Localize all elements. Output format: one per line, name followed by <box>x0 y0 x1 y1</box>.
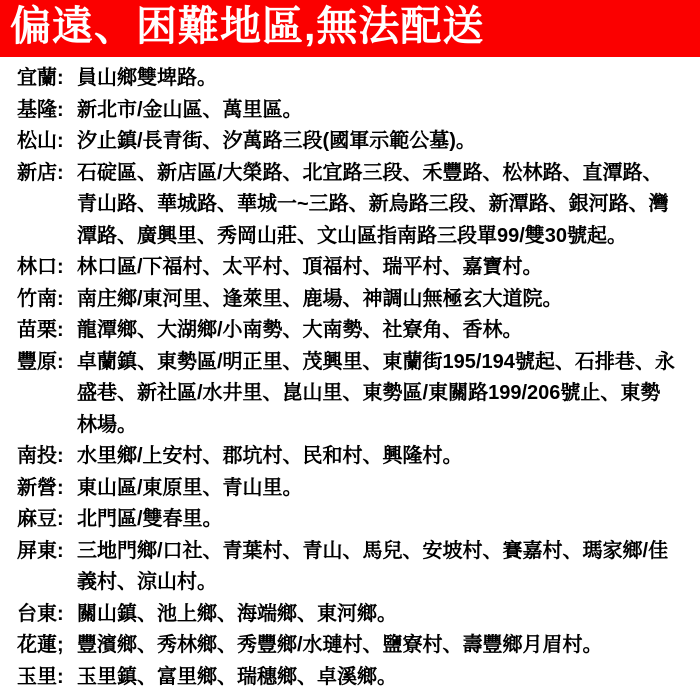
region-line: 新北市/金山區、萬里區。 <box>77 98 303 121</box>
region-entry <box>0 630 700 662</box>
region-entry <box>0 252 700 284</box>
region-label: 玉里: <box>17 665 64 688</box>
region-line: 三地門鄉/口社、青葉村、青山、馬兒、安坡村、賽嘉村、瑪家鄉/佳 <box>77 539 669 562</box>
region-entry <box>0 63 700 95</box>
region-entry <box>0 126 700 158</box>
region-label: 豐原: <box>17 350 64 373</box>
region-entry <box>0 95 700 127</box>
region-entry <box>0 284 700 316</box>
region-line: 北門區/雙春里。 <box>77 508 223 530</box>
region-line: 關山鎮、池上鄉、海端鄉、東河鄉。 <box>77 602 397 625</box>
region-label: 基隆: <box>17 98 64 121</box>
region-label: 苗栗: <box>17 319 64 341</box>
region-line: 潭路、廣興里、秀岡山莊、文山區指南路三段單99/雙30號起。 <box>77 224 628 247</box>
region-label: 新營: <box>17 476 64 499</box>
region-line: 豐濱鄉、秀林鄉、秀豐鄉/水璉村、鹽寮村、壽豐鄉月眉村。 <box>77 634 603 656</box>
region-label: 林口: <box>17 256 64 278</box>
region-line: 員山鄉雙埤路。 <box>77 67 217 89</box>
region-label: 南投: <box>17 445 64 467</box>
region-line: 水里鄉/上安村、郡坑村、民和村、興隆村。 <box>77 445 463 467</box>
region-label: 台東: <box>17 602 64 625</box>
region-entry <box>0 504 700 536</box>
header-banner <box>0 0 700 57</box>
page-title: 偏遠、困難地區,無法配送 <box>10 3 485 49</box>
region-line: 汐止鎮/長青街、汐萬路三段(國軍示範公墓)。 <box>77 130 476 152</box>
region-label: 花蓮; <box>17 634 64 656</box>
region-label: 屏東: <box>17 539 64 562</box>
region-line: 龍潭鄉、大湖鄉/小南勢、大南勢、社寮角、香林。 <box>77 319 523 341</box>
region-label: 竹南: <box>17 287 64 310</box>
region-line: 盛巷、新社區/水井里、崑山里、東勢區/東關路199/206號止、東勢 <box>77 382 661 404</box>
region-entry <box>0 315 700 347</box>
region-label: 新店: <box>17 161 64 184</box>
region-line: 林場。 <box>77 413 137 436</box>
region-entry <box>0 662 700 694</box>
region-entry <box>0 473 700 505</box>
region-entry <box>0 536 700 599</box>
region-line: 石碇區、新店區/大榮路、北宜路三段、禾豐路、松林路、直潭路、 <box>77 161 663 184</box>
region-entry <box>0 599 700 631</box>
region-list <box>0 57 700 693</box>
region-line: 東山區/東原里、青山里。 <box>77 476 303 499</box>
region-entry <box>0 347 700 442</box>
region-label: 宜蘭: <box>17 67 64 89</box>
region-entry <box>0 158 700 253</box>
region-entry <box>0 441 700 473</box>
region-label: 麻豆: <box>17 508 64 530</box>
region-line: 青山路、華城路、華城一~三路、新烏路三段、新潭路、銀河路、灣 <box>77 193 669 215</box>
region-label: 松山: <box>17 130 64 152</box>
region-line: 義村、涼山村。 <box>77 571 217 593</box>
region-line: 南庄鄉/東河里、逢萊里、鹿場、神調山無極玄大道院。 <box>77 287 563 310</box>
region-line: 玉里鎮、富里鄉、瑞穗鄉、卓溪鄉。 <box>77 665 397 688</box>
region-line: 卓蘭鎮、東勢區/明正里、茂興里、東蘭街195/194號起、石排巷、永 <box>77 350 675 373</box>
region-line: 林口區/下福村、太平村、頂福村、瑞平村、嘉寶村。 <box>77 256 543 278</box>
